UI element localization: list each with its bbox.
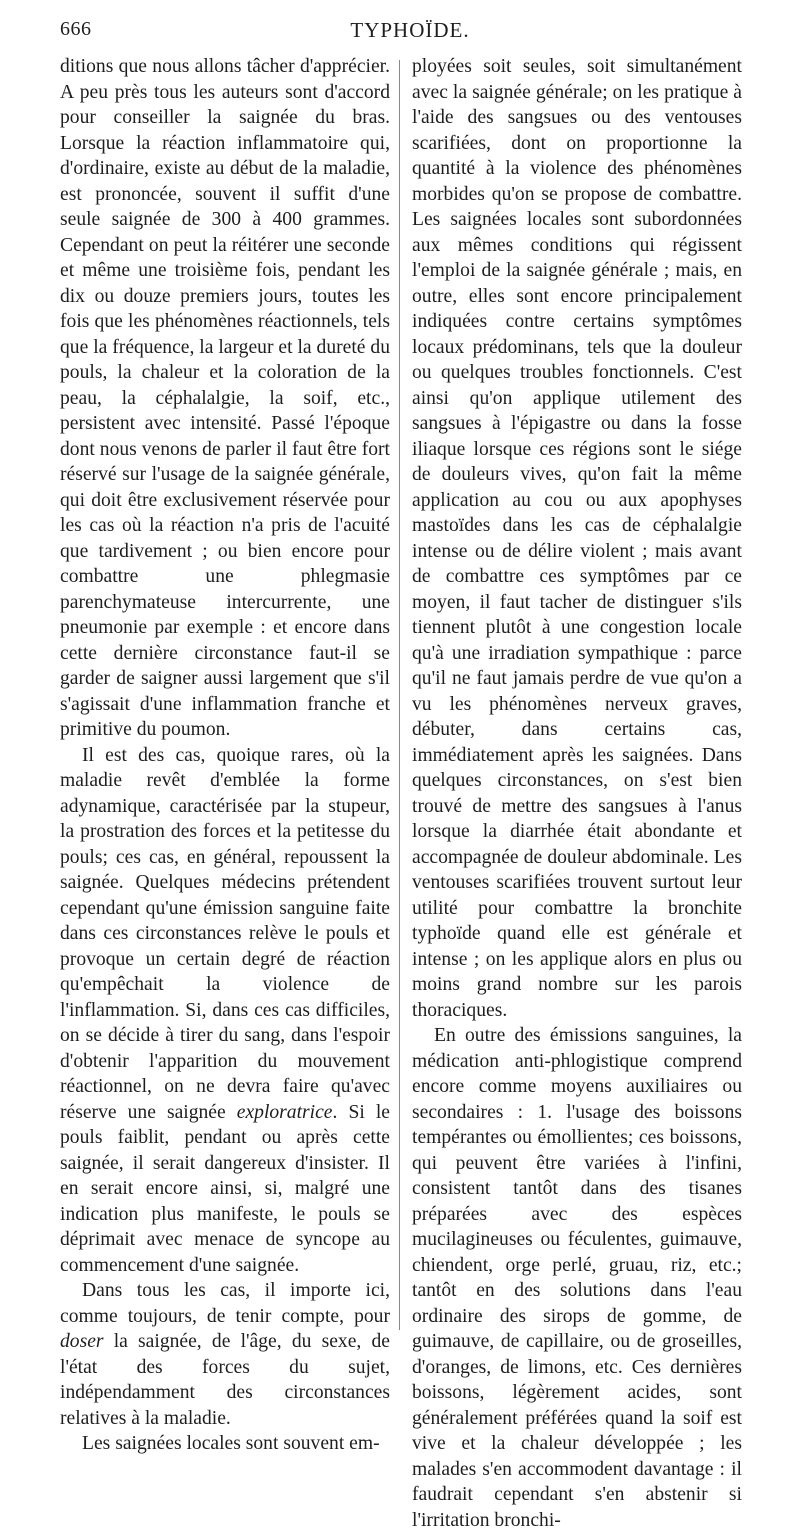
paragraph: Les saignées locales sont souvent em-	[82, 1433, 380, 1454]
paragraph	[60, 743, 390, 1279]
paragraph: ditions que nous allons tâcher d'apprécier. A peu près tous les auteurs sont d'accord pour conseiller la saignée du bras. Lorsque la réaction inflammatoire qui, d'ordinaire, existe au début de la maladie, est prononcée, souvent il suffit d'une seule saignée de 300 à 400 grammes. Cependant on peut la réitérer une seconde et même une troisième fois, pendant les dix ou douze premiers jours, toutes les fois que les phénomènes réactionnels, tels que la fréquence, la largeur et la dureté du pouls, la chaleur et la coloration de la peau, la céphalalgie, la soif, etc., persistent avec intensité. Passé l'époque dont nous venons de parler il faut être fort réservé sur l'usage de la saignée générale, qui doit être exclusivement réservée pour les cas où la réaction n'a pris de l'acuité que tardivement ; ou bien encore pour combattre une phlegmasie parenchymateuse intercurrente, une pneumonie par exemple : et encore dans cette dernière circonstance faut-il se garder de saigner aussi largement que s'il s'agissait d'une inflammation franche et primitive du poumon.	[60, 56, 390, 740]
text-run: Il est des cas, quoique rares, où la maladie revêt d'emblée la forme adynamique, caractérisée par la stupeur, la prostration des forces et la petitesse du pouls; ces cas, en général, repoussent la saignée. Quelques médecins prétendent cependant qu'une émission sanguine faite dans ces circonstances relève le pouls et provoque un certain degré de réaction qu'empêchait la violence de l'inflammation. Si, dans ces cas difficiles, on se décide à tirer du sang, dans l'espoir d'obtenir l'apparition du mouvement réactionnel, on ne devra faire qu'avec réserve une saignée	[60, 744, 390, 1123]
italic-term: doser	[60, 1331, 104, 1352]
text-run: Dans tous les cas, il importe ici, comme toujours, de tenir compte, pour	[60, 1280, 390, 1327]
italic-term: exploratrice	[236, 1101, 333, 1123]
paragraph: En outre des émissions sanguines, la médication anti-phlogistique comprend encore comme moyens auxiliaires ou secondaires : 1. l'usage des boissons tempérantes ou émollientes; ces boissons, qui peuvent être variées à l'infini, consistent tantôt dans des tisanes préparées avec des espèces mucilagineuses ou féculentes, guimauve, chiendent, orge perlé, gruau, riz, etc.; tantôt en des solutions dans l'eau ordinaire des sirops de gomme, de guimauve, de capillaire, ou de groseilles, d'oranges, de limons, etc. Ces dernières boissons, légèrement acides, sont généralement préférées quand la soif est vive et la chaleur développée ; les malades s'en accommodent davantage : il faudrait cependant s'en abstenir si l'irritation bronchi-	[412, 1025, 742, 1531]
paragraph	[60, 1278, 390, 1431]
paragraph: ployées soit seules, soit simultanément avec la saignée générale; on les pratique à l'aide des sangsues ou des ventouses scarifiées, dont on proportionne la quantité à la violence des phénomènes morbides qu'on se propose de combattre. Les saignées locales sont subordonnées aux mêmes conditions qui régissent l'emploi de la saignée générale ; mais, en outre, elles sont encore principalement indiquées contre certains symptômes locaux prédominans, tels que la douleur ou quelques troubles fonctionnels. C'est ainsi qu'on applique utilement des sangsues à l'épigastre ou dans la fosse iliaque lorsque ces régions sont le siége de douleurs vives, qu'on fait la même application au cou ou aux apophyses mastoïdes dans les cas de céphalalgie intense ou de délire violent ; mais avant de combattre ces symptômes par ce moyen, il faut tacher de distinguer s'ils tiennent plutôt à une congestion locale qu'à une irradiation sympathique : parce qu'il ne faut jamais perdre de vue qu'on a vu les phénomènes nerveux graves, débuter, dans certains cas, immédiatement après les saignées. Dans quelques circonstances, on s'est bien trouvé de mettre des sangsues à l'anus lorsque la diarrhée était abondante et accompagnée de douleur abdominale. Les ventouses scarifiées trouvent surtout leur utilité pour combattre la bronchite typhoïde quand elle est générale et intense ; on les applique alors en plus ou moins grand nombre sur les parois thoraciques.	[412, 56, 742, 1021]
page-header	[60, 18, 760, 48]
text-run: la saignée, de l'âge, du sexe, de l'état des forces du sujet, indépendamment des circonstances relatives à la maladie.	[60, 1331, 390, 1429]
running-title: TYPHOÏDE.	[350, 18, 470, 42]
left-column	[60, 54, 390, 1457]
right-column	[412, 54, 742, 1533]
page-number: 666	[60, 18, 92, 40]
column-divider	[399, 60, 400, 1330]
text-run: . Si le pouls faiblit, pendant ou après cette saignée, il serait dangereux d'insister. Il en serait encore ainsi, si, malgré une indication plus manifeste, le pouls se déprimait avec menace de syncope au commencement d'une saignée.	[60, 1101, 390, 1276]
